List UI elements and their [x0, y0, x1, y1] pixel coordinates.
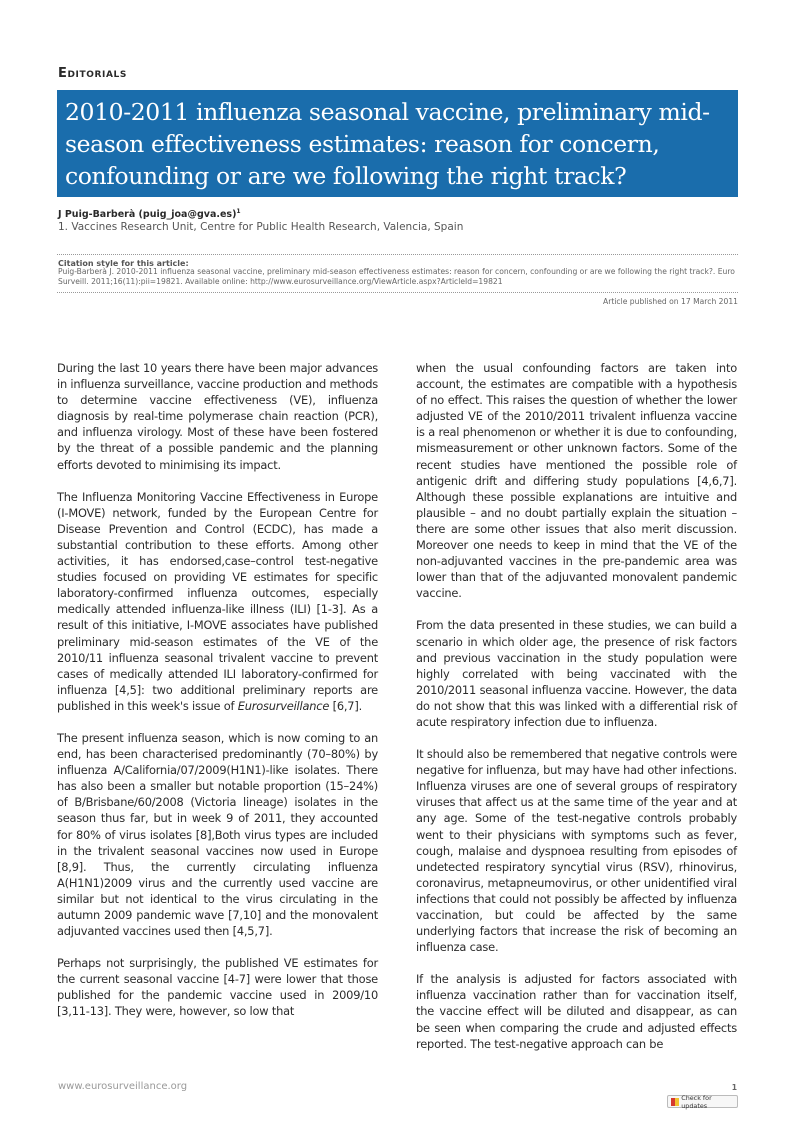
citation-divider-top [57, 254, 738, 255]
body-paragraph: It should also be remembered that negative controls were negative for influenza, but may have had other infections. Influenza viruses are one of several groups of respiratory viruses that affect us at the same time of the year and at any age. Some of the test-negative controls probably went to their physicians with symptoms such as fever, cough, malaise and dyspnoea resulting from episodes of undetected respiratory syncytial virus (RSV), rhinovirus, coronavirus, metapneumovirus, or other unidentified viral infections that could not possibly be affected by influenza vaccination, but could be affected by the same underlying factors that increase the risk of becoming an influenza case. [416, 747, 737, 955]
citation-text[interactable]: Puig-Barberà J. 2010-2011 influenza seasonal vaccine, preliminary mid-season effectiveness estimates: reason for concern, confounding or are we following the right track?. Euro Surveill. 2011;16(11):pii=19821. Available online: http://www.eurosurveillance.org/ViewArticle.aspx?ArticleId=19821 [58, 267, 735, 286]
footer-url[interactable]: www.eurosurveillance.org [58, 1081, 188, 1092]
reference-marks: [6,7]. [329, 698, 363, 713]
author-affiliation: 1. Vaccines Research Unit, Centre for Public Health Research, Valencia, Spain [58, 221, 464, 233]
author-affiliation-mark: 1 [236, 208, 241, 215]
body-paragraph: During the last 10 years there have been major advances in influenza surveillance, vaccine production and methods to determine vaccine effectiveness (VE), influenza diagnosis by real-time polymerase chain reaction (PCR), and influenza virology. Most of these have been fostered by the threat of a possible pandemic and the planning efforts devoted to minimising its impact. [57, 361, 378, 472]
body-paragraph: Perhaps not surprisingly, the published VE estimates for the current seasonal vaccine [4-7] were lower that those published for the pandemic vaccine used in 2009/10 [3,11-13]. They were, however, so low that [57, 956, 378, 1019]
body-paragraph: From the data presented in these studies, we can build a scenario in which older age, the presence of risk factors and previous vaccination in the study population were highly correlated with being vaccinated with the 2010/2011 seasonal influenza vaccine. However, the data do not show that this was linked with a differential risk of acute respiratory infection due to influenza. [416, 618, 737, 729]
citation-heading: Citation style for this article: [58, 259, 189, 268]
section-label: Editorials [58, 66, 127, 81]
body-paragraph: If the analysis is adjusted for factors associated with influenza vaccination rather than for vaccination itself, the vaccine effect will be diluted and disappear, as can be seen when comparing the crude and adjusted effects reported. The test-negative approach can be [416, 972, 737, 1051]
crossmark-icon [671, 1098, 678, 1106]
author-name[interactable]: J Puig-Barberà (puig_joa@gva.es) [58, 209, 237, 221]
check-for-updates-label: Check for updates [681, 1093, 712, 1110]
body-paragraph [57, 489, 378, 714]
page-number: 1 [731, 1083, 737, 1092]
title-banner [57, 90, 738, 197]
journal-name: Eurosurveillance [237, 698, 330, 713]
body-paragraph: The present influenza season, which is now coming to an end, has been characterised predominantly (70–80%) by influenza A/California/07/2009(H1N1)-like isolates. There has also been a smaller but notable proportion (15–24%) of B/Brisbane/60/2008 (Victoria lineage) isolates in the season thus far, but in week 9 of 2011, they accounted for 80% of virus isolates [8],Both virus types are included in the trivalent seasonal vaccines now used in Europe [8,9]. Thus, the currently circulating influenza A(H1N1)2009 virus and the currently used vaccine are similar but not identical to the virus circulating in the autumn 2009 pandemic wave [7,10] and the monovalent adjuvanted vaccines used then [4,5,7]. [57, 730, 378, 939]
body-column-right [416, 360, 737, 1068]
check-for-updates-button[interactable] [667, 1095, 738, 1108]
body-column-left [57, 360, 378, 1036]
publication-date: Article published on 17 March 2011 [603, 297, 738, 306]
citation-divider-bottom [57, 292, 738, 293]
body-paragraph: when the usual confounding factors are taken into account, the estimates are compatible with a hypothesis of no effect. This raises the question of whether the lower adjusted VE of the 2010/2011 trivalent influenza vaccine is a real phenomenon or whether it is due to confounding, mismeasurement or other unknown factors. Some of the recent studies have mentioned the possible role of antigenic drift and differing study populations [4,6,7]. Although these possible explanations are intuitive and plausible – and no doubt partially explain the situation – there are some other issues that also merit discussion. Moreover one needs to keep in mind that the VE of the non-adjuvanted vaccines in the pre-pandemic area was lower than that of the adjuvanted monovalent pandemic vaccine. [416, 361, 737, 601]
article-title: 2010-2011 influenza seasonal vaccine, preliminary mid-season effectiveness estimates: reason for concern, confounding or are we following the right track? [65, 98, 710, 190]
body-paragraph-text: The Influenza Monitoring Vaccine Effectiveness in Europe (I-MOVE) network, funded by the European Centre for Disease Prevention and Control (ECDC), has made a substantial contribution to these efforts. Among other activities, it has endorsed,case–control test-negative studies focused on providing VE estimates for specific laboratory-confirmed influenza outcomes, especially medically attended influenza-like illness (ILI) [1-3]. As a result of this initiative, I-MOVE associates have published preliminary mid-season estimates of the VE of the 2010/11 influenza seasonal trivalent vaccine to prevent cases of medically attended ILI laboratory-confirmed for influenza [4,5]: two additional preliminary reports are published in this week's issue of [57, 489, 378, 713]
author-line [58, 208, 241, 220]
